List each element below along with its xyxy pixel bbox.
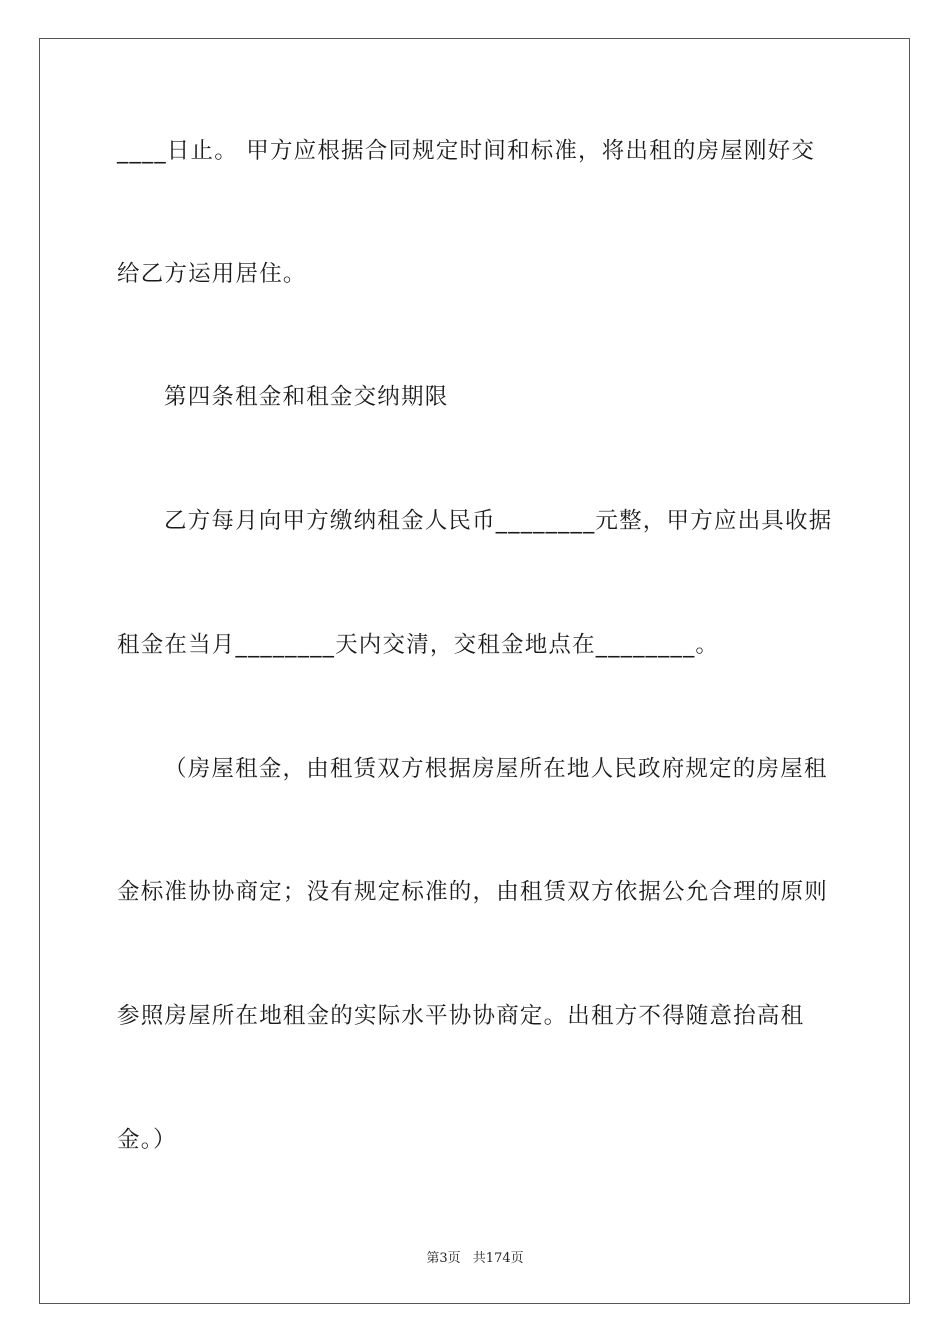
paragraph-line: 参照房屋所在地租金的实际水平协协商定。出租方不得随意抬高租 xyxy=(117,1003,805,1029)
page-border xyxy=(39,38,910,1304)
paragraph-line: （房屋租金，由租赁双方根据房屋所在地人民政府规定的房屋租 xyxy=(164,756,828,782)
paragraph-line: 乙方每月向甲方缴纳租金人民币________元整，甲方应出具收据 xyxy=(164,508,833,534)
paragraph-line: 给乙方运用居住。 xyxy=(117,261,307,287)
page-total: 共174页 xyxy=(472,1251,524,1266)
section-heading: 第四条租金和租金交纳期限 xyxy=(164,384,449,410)
page-footer xyxy=(0,1247,950,1266)
paragraph-line: 租金在当月________天内交清，交租金地点在________。 xyxy=(117,632,720,658)
paragraph-line: ____日止。 甲方应根据合同规定时间和标准，将出租的房屋刚好交 xyxy=(117,138,816,164)
paragraph-line: 金。） xyxy=(117,1127,177,1153)
page-number: 第3页 xyxy=(426,1251,461,1266)
paragraph-line: 金标准协协商定；没有规定标准的，由租赁双方依据公允合理的原则 xyxy=(117,879,829,905)
